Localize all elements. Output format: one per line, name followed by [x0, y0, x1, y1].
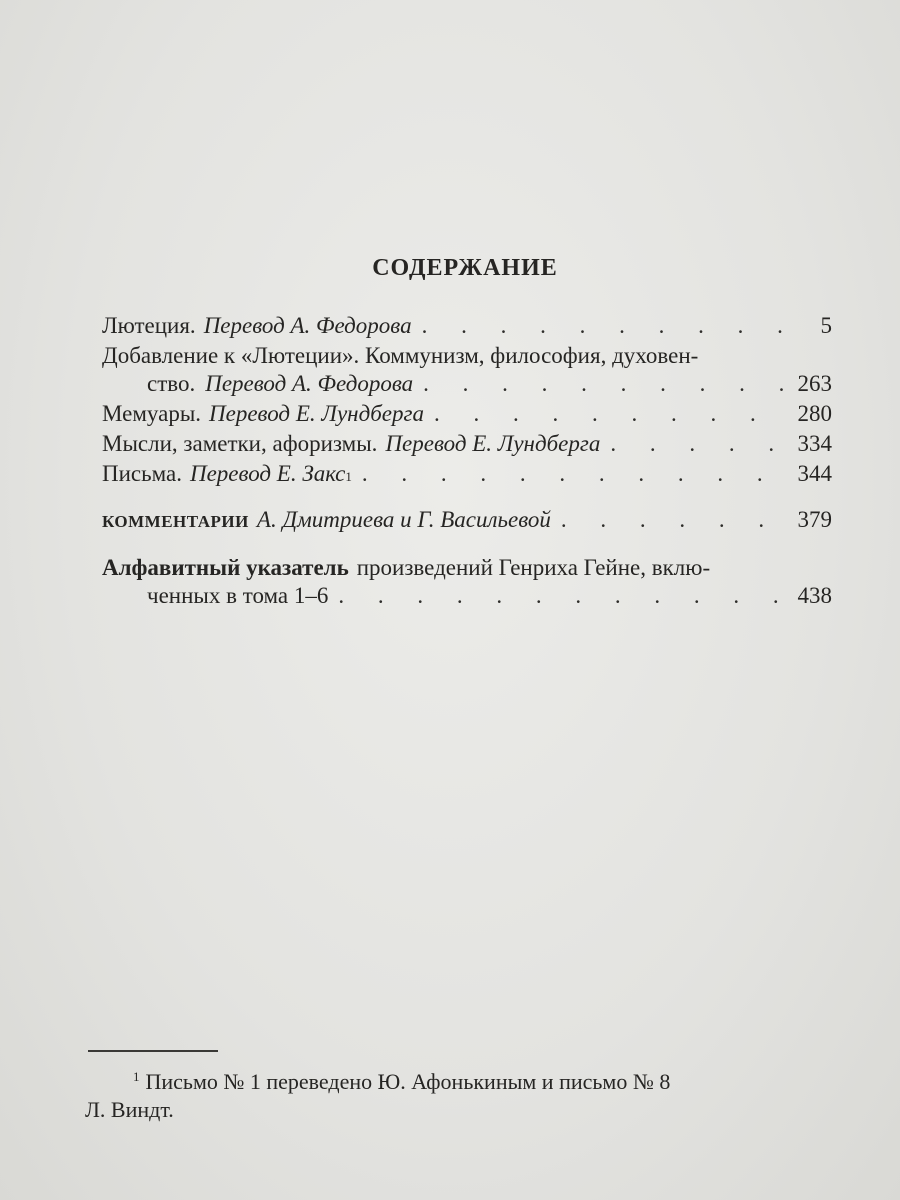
toc-translator: Перевод А. Федорова — [203, 313, 412, 338]
toc-line — [102, 506, 832, 536]
toc-title: КОММЕНТАРИИ — [102, 512, 249, 531]
toc-line — [102, 400, 832, 428]
toc-page-number: 379 — [797, 507, 832, 532]
toc-page-number: 344 — [797, 461, 832, 486]
toc-line — [102, 370, 832, 398]
footnote-line — [85, 1068, 830, 1096]
toc-entry — [102, 400, 832, 428]
footnote-line-1: Письмо № 1 переведено Ю. Афонькиным и письмо № 8 — [145, 1069, 671, 1094]
toc-entry — [102, 430, 832, 458]
toc-line — [102, 342, 832, 370]
toc-page-number: 334 — [797, 431, 832, 456]
leader-dots — [434, 400, 786, 428]
leader-dots — [422, 312, 786, 340]
toc-title: Мысли, заметки, афоризмы. — [102, 431, 378, 456]
toc-title: Добавление к «Лютеции». Коммунизм, философия, духовен- — [102, 343, 699, 368]
toc-page-number: 438 — [797, 583, 832, 608]
toc-translator: Перевод Е. Закс — [189, 461, 346, 486]
toc-line: Письма. Перевод Е. Закс 1 . . . 344 — [102, 460, 832, 488]
leader-dots — [610, 430, 786, 458]
table-of-contents — [102, 312, 832, 612]
toc-title: Лютеция. — [102, 313, 196, 338]
page-title: СОДЕРЖАНИЕ — [372, 255, 558, 281]
toc-line — [102, 430, 832, 458]
toc-page-number: 263 — [797, 371, 832, 396]
toc-title: Письма. — [102, 461, 182, 486]
footnote — [85, 1068, 830, 1124]
toc-translator: Перевод А. Федорова — [205, 371, 414, 396]
toc-title-continued: ство. — [147, 371, 196, 396]
toc-line — [102, 312, 832, 340]
toc-title-continued: ченных в тома 1–6 — [147, 583, 329, 608]
footnote-line-2: Л. Виндт. — [85, 1097, 174, 1122]
toc-line — [102, 554, 832, 582]
toc-entry — [102, 460, 832, 488]
toc-title-bold: Алфавитный указатель — [102, 555, 349, 580]
toc-title: произведений Генриха Гейне, вклю- — [356, 555, 711, 580]
toc-entry — [102, 554, 832, 610]
leader-dots — [423, 370, 786, 398]
toc-entry — [102, 342, 832, 398]
toc-translator: А. Дмитриева и Г. Васильевой — [256, 507, 551, 532]
toc-entry — [102, 312, 832, 340]
footnote-text — [133, 1068, 670, 1096]
toc-entry — [102, 506, 832, 536]
toc-page-number: 280 — [797, 401, 832, 426]
leader-dots — [338, 582, 786, 610]
leader-dots — [362, 460, 786, 488]
leader-dots — [561, 506, 786, 534]
toc-page-number: 5 — [820, 313, 832, 338]
footnote-rule — [88, 1050, 218, 1052]
footnote-mark: 1 — [133, 1068, 140, 1084]
toc-title: Мемуары. — [102, 401, 202, 426]
toc-translator: Перевод Е. Лундберга — [385, 431, 601, 456]
toc-line — [102, 582, 832, 610]
toc-translator: Перевод Е. Лундберга — [209, 401, 424, 426]
